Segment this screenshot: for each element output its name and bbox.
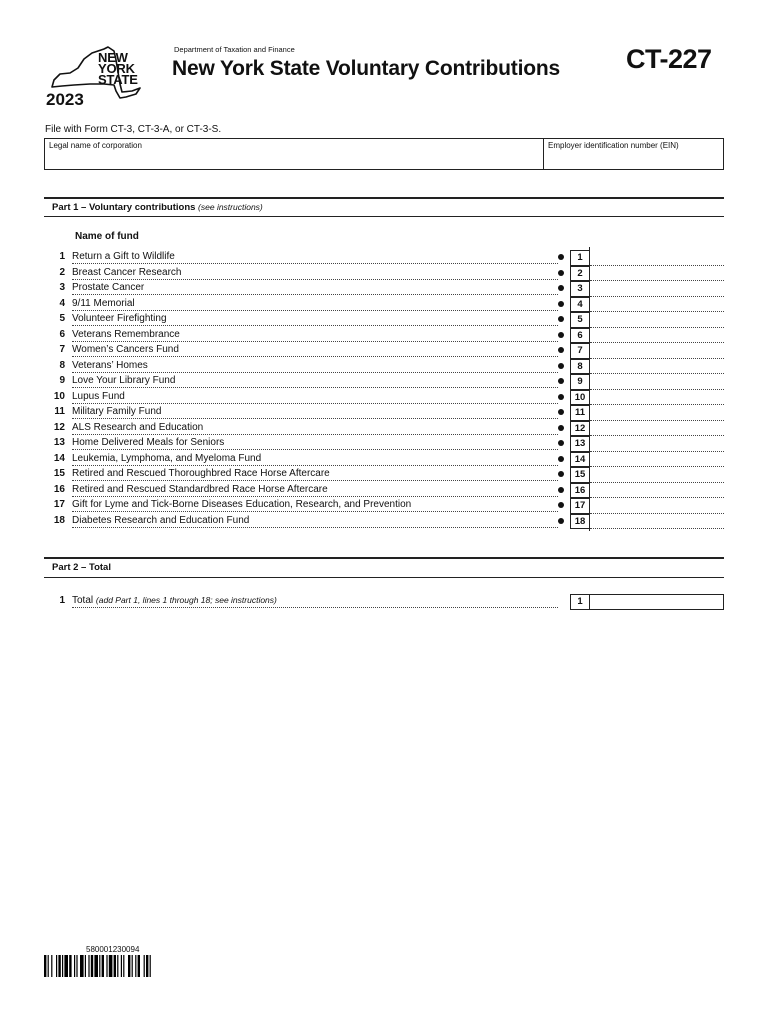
- barcode-bar: [132, 955, 133, 977]
- barcode-bar: [88, 955, 89, 977]
- line-number: 3: [59, 282, 65, 293]
- fund-name: Love Your Library Fund: [72, 375, 176, 386]
- barcode-bar: [69, 955, 71, 977]
- barcode-bar: [102, 955, 104, 977]
- contribution-line: [48, 484, 728, 500]
- barcode-bar: [58, 955, 60, 977]
- fund-name: Home Delivered Meals for Seniors: [72, 437, 225, 448]
- contribution-amount-field[interactable]: [590, 312, 724, 328]
- bullet-icon: [558, 394, 564, 400]
- line-box-number: 16: [570, 483, 590, 499]
- contribution-amount-field[interactable]: [590, 374, 724, 390]
- line-box-number: 1: [570, 250, 590, 266]
- part1-top-rule: [44, 197, 724, 199]
- bullet-icon: [558, 347, 564, 353]
- barcode-bar: [51, 955, 52, 977]
- ein-label: Employer identification number (EIN): [548, 141, 679, 150]
- barcode-image: [44, 955, 194, 977]
- contribution-amount-field[interactable]: [590, 436, 724, 452]
- line-number: 18: [53, 514, 65, 526]
- bullet-icon: [558, 363, 564, 369]
- bullet-icon: [558, 270, 564, 276]
- contribution-amount-field[interactable]: [590, 498, 724, 514]
- line-box-number: 17: [570, 498, 590, 514]
- contribution-line: [48, 375, 728, 391]
- total-amount-field[interactable]: [590, 594, 724, 610]
- line-number: 2: [59, 266, 65, 278]
- barcode-bar: [99, 955, 100, 977]
- line-box-number: 15: [570, 467, 590, 483]
- line-box-number: 4: [570, 297, 590, 313]
- line-box-number: 13: [570, 436, 590, 452]
- bullet-icon: [558, 409, 564, 415]
- bullet-icon: [558, 254, 564, 260]
- barcode-number: 580001230094: [86, 945, 140, 954]
- logo-line-state: STATE: [98, 72, 138, 87]
- fund-name: Veterans Remembrance: [72, 328, 180, 340]
- line-number: 13: [53, 437, 65, 448]
- fund-name: Military Family Fund: [72, 406, 162, 417]
- bullet-icon: [558, 285, 564, 291]
- barcode-bar: [64, 955, 68, 977]
- contribution-line: [48, 282, 728, 298]
- line-box-number: 18: [570, 514, 590, 530]
- barcode-bar: [138, 955, 140, 977]
- line-number: 7: [59, 344, 65, 355]
- form-title: New York State Voluntary Contributions: [172, 57, 560, 80]
- bullet-icon: [558, 332, 564, 338]
- line-box-number: 5: [570, 312, 590, 328]
- contribution-line: [48, 422, 728, 438]
- identification-box: [44, 138, 724, 170]
- contribution-amount-field[interactable]: [590, 514, 724, 530]
- contribution-line: [48, 251, 728, 267]
- contribution-amount-field[interactable]: [590, 467, 724, 483]
- contribution-line: [48, 267, 728, 283]
- part2-top-rule: [44, 557, 724, 559]
- fund-name: Volunteer Firefighting: [72, 313, 167, 324]
- line-number: 4: [59, 297, 65, 309]
- contribution-line: [48, 391, 728, 407]
- barcode-bar: [106, 955, 107, 977]
- barcode-bar: [56, 955, 57, 977]
- line-number: 16: [53, 483, 65, 495]
- line-number: 5: [59, 313, 65, 324]
- line-number: 1: [59, 251, 65, 262]
- leader-dots: [72, 298, 558, 311]
- line-number: 12: [53, 421, 65, 433]
- nys-logo: [44, 40, 156, 112]
- total-box-number: 1: [570, 594, 590, 610]
- fund-column-header: Name of fund: [75, 231, 139, 242]
- part2-bottom-rule: [44, 577, 724, 578]
- bullet-icon: [558, 502, 564, 508]
- total-line-label: [72, 595, 279, 606]
- part1-title-text: Part 1 – Voluntary contributions: [52, 202, 196, 213]
- legal-name-field[interactable]: [45, 139, 543, 169]
- bullet-icon: [558, 425, 564, 431]
- part2-title: Part 2 – Total: [52, 562, 111, 573]
- line-number: 14: [53, 452, 65, 464]
- leader-dots: [72, 391, 558, 404]
- department-name: Department of Taxation and Finance: [174, 45, 295, 54]
- contribution-amount-field[interactable]: [590, 328, 724, 344]
- line-number: 10: [53, 390, 65, 402]
- fund-name: Diabetes Research and Education Fund: [72, 514, 250, 526]
- form-number: CT-227: [626, 44, 712, 74]
- contribution-amount-field[interactable]: [590, 281, 724, 297]
- logo-line-new: NEW: [98, 50, 128, 65]
- contribution-amount-field[interactable]: [590, 483, 724, 499]
- line-box-number: 10: [570, 390, 590, 406]
- amount-column-divider: [589, 247, 590, 531]
- line-box-number: 3: [570, 281, 590, 297]
- contribution-amount-field[interactable]: [590, 359, 724, 375]
- bullet-icon: [558, 487, 564, 493]
- barcode-bar: [150, 955, 151, 977]
- bullet-icon: [558, 378, 564, 384]
- contribution-amount-field[interactable]: [590, 452, 724, 468]
- line-box-number: 7: [570, 343, 590, 359]
- ein-field[interactable]: [544, 139, 723, 169]
- fund-name: Breast Cancer Research: [72, 266, 182, 278]
- bullet-icon: [558, 471, 564, 477]
- line-number: 6: [59, 328, 65, 340]
- barcode-bar: [80, 955, 84, 977]
- barcode-bar: [76, 955, 77, 977]
- contribution-line: [48, 453, 728, 469]
- barcode-bar: [74, 955, 75, 977]
- barcode-bar: [44, 955, 46, 977]
- barcode-bar: [85, 955, 86, 977]
- barcode-bar: [144, 955, 145, 977]
- total-line-number: 1: [59, 595, 65, 606]
- legal-name-label: Legal name of corporation: [49, 141, 142, 150]
- contribution-line: [48, 329, 728, 345]
- line-number: 11: [54, 406, 65, 417]
- tax-year: 2023: [46, 90, 84, 109]
- fund-name: Leukemia, Lymphoma, and Myeloma Fund: [72, 452, 262, 464]
- line-number: 17: [53, 499, 65, 510]
- total-line-note: (add Part 1, lines 1 through 18; see instructions): [95, 595, 277, 605]
- contribution-amount-field[interactable]: [590, 343, 724, 359]
- line-box-number: 14: [570, 452, 590, 468]
- barcode-bar: [114, 955, 116, 977]
- contribution-line: [48, 406, 728, 422]
- barcode-bar: [121, 955, 122, 977]
- bullet-icon: [558, 518, 564, 524]
- barcode-bar: [128, 955, 130, 977]
- contribution-amount-field[interactable]: [590, 297, 724, 313]
- line-box-number: 6: [570, 328, 590, 344]
- barcode-bar: [109, 955, 113, 977]
- contribution-amount-field[interactable]: [590, 266, 724, 282]
- fund-name: Women’s Cancers Fund: [72, 344, 179, 355]
- contribution-amount-field[interactable]: [590, 421, 724, 437]
- barcode-bar: [91, 955, 93, 977]
- contribution-line: [48, 298, 728, 314]
- fund-name: Retired and Rescued Standardbred Race Horse Aftercare: [72, 483, 328, 495]
- bullet-icon: [558, 316, 564, 322]
- barcode-bar: [62, 955, 63, 977]
- barcode-bar: [48, 955, 49, 977]
- fund-name: Lupus Fund: [72, 390, 125, 402]
- barcode-bar: [117, 955, 118, 977]
- contribution-amount-field[interactable]: [590, 250, 724, 266]
- line-number: 15: [53, 468, 65, 479]
- total-line: [48, 595, 728, 611]
- contribution-line: [48, 344, 728, 360]
- bullet-icon: [558, 456, 564, 462]
- bullet-icon: [558, 440, 564, 446]
- contribution-amount-field[interactable]: [590, 390, 724, 406]
- fund-name: Veterans’ Homes: [72, 359, 148, 371]
- contribution-line: [48, 499, 728, 515]
- contribution-line: [48, 313, 728, 329]
- contribution-amount-field[interactable]: [590, 405, 724, 421]
- fund-name: Return a Gift to Wildlife: [72, 251, 175, 262]
- file-with-note: File with Form CT-3, CT-3-A, or CT-3-S.: [45, 124, 222, 135]
- total-label-text: Total: [72, 595, 94, 606]
- line-box-number: 12: [570, 421, 590, 437]
- line-box-number: 11: [570, 405, 590, 421]
- fund-name: Gift for Lyme and Tick-Borne Diseases Education, Research, and Prevention: [72, 499, 412, 510]
- contribution-line: [48, 360, 728, 376]
- contribution-line: [48, 515, 728, 531]
- barcode-bar: [146, 955, 148, 977]
- contribution-line: [48, 468, 728, 484]
- part1-note: (see instructions): [198, 202, 263, 212]
- bullet-icon: [558, 301, 564, 307]
- barcode-bar: [123, 955, 124, 977]
- line-number: 9: [59, 375, 65, 386]
- part1-bottom-rule: [44, 216, 724, 217]
- fund-name: 9/11 Memorial: [72, 297, 135, 309]
- line-box-number: 2: [570, 266, 590, 282]
- part1-title: [52, 202, 263, 213]
- line-box-number: 8: [570, 359, 590, 375]
- fund-name: Prostate Cancer: [72, 282, 145, 293]
- line-box-number: 9: [570, 374, 590, 390]
- logo-line-york: YORK: [98, 61, 135, 76]
- barcode-bar: [135, 955, 136, 977]
- line-number: 8: [59, 359, 65, 371]
- fund-name: Retired and Rescued Thoroughbred Race Horse Aftercare: [72, 468, 330, 479]
- contribution-line: [48, 437, 728, 453]
- fund-name: ALS Research and Education: [72, 421, 204, 433]
- barcode-bar: [94, 955, 98, 977]
